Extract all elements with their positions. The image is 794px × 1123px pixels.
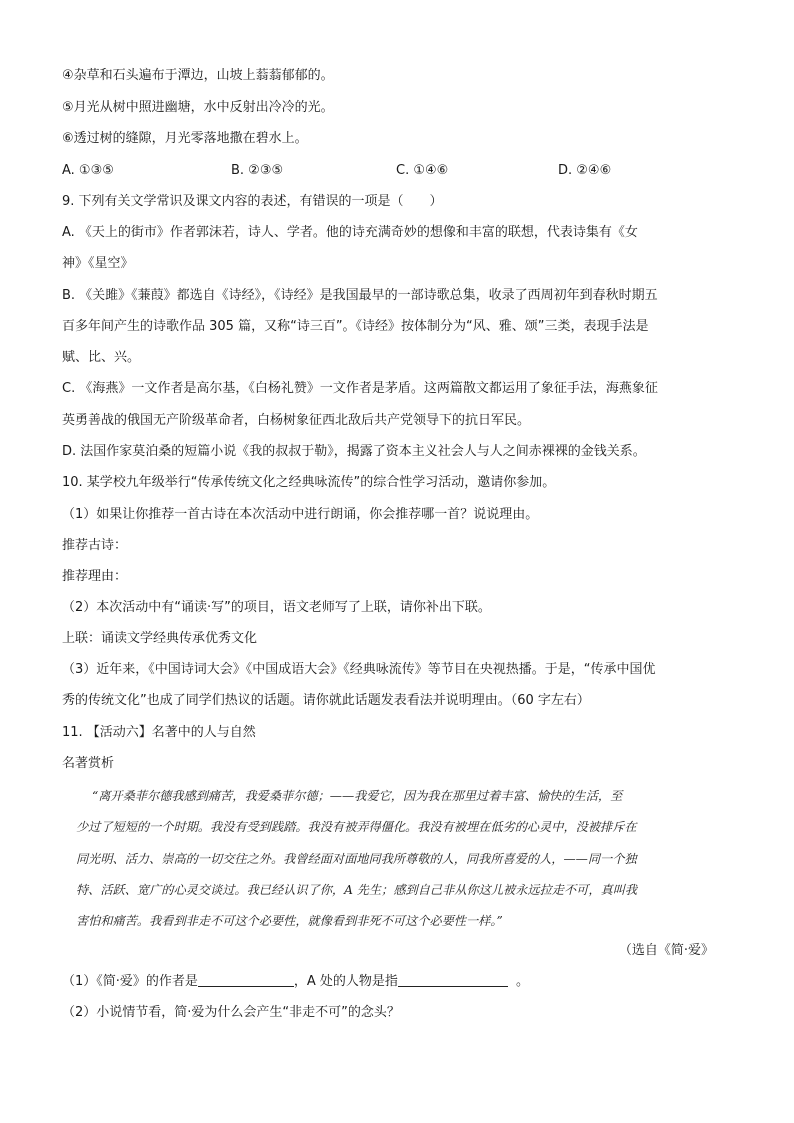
q11-sub1 <box>62 972 529 992</box>
q10-part3-line1: （3）近年来，《中国诗词大会》《中国成语大会》《经典咏流传》等节目在央视热播。于是，“传承中国优 <box>62 662 656 677</box>
q8-option-a: A. ①③⑤ <box>62 163 114 178</box>
q11-sub2: （2）小说情节看，简·爱为什么会产生“非走不可”的念头？ <box>62 1005 400 1020</box>
q11-sub1-prefix: （1）《简·爱》的作者是 <box>62 974 198 989</box>
q8-option-d: D. ②④⑥ <box>558 163 612 178</box>
q10-part2: （2）本次活动中有“诵读·写”的项目，语文老师写了上联，请你补出下联。 <box>62 600 491 615</box>
q9-option-d: D. 法国作家莫泊桑的短篇小说《我的叔叔于勒》，揭露了资本主义社会人与人之间赤裸裸的金钱关系。 <box>62 444 646 459</box>
q9-option-c-line1: C. 《海燕》一文作者是高尔基，《白杨礼赞》一文作者是茅盾。这两篇散文都运用了象征手法，海燕象征 <box>62 381 658 396</box>
q9-option-a-line2: 神》《星空》 <box>62 256 134 271</box>
q11-stem: 11. 【活动六】名著中的人与自然 <box>62 725 256 740</box>
excerpt-line: 少过了短短的一个时期。我没有受到践踏。我没有被弄得僵化。我没有被埋在低劣的心灵中，没被排斥在 <box>76 820 637 834</box>
q11-heading: 名著赏析 <box>62 756 115 771</box>
q9-option-c-line2: 英勇善战的俄国无产阶级革命者，白杨树象征西北敌后共产党领导下的抗日军民。 <box>62 413 531 428</box>
excerpt-line: “离开桑菲尔德我感到痛苦，我爱桑菲尔德；——我爱它，因为我在那里过着丰富、愉快的生活，至 <box>92 789 623 803</box>
item-5: ⑤月光从树中照进幽塘，水中反射出冷冷的光。 <box>62 100 334 115</box>
q8-option-c: C. ①④⑥ <box>396 163 449 178</box>
excerpt-line: 害怕和痛苦。我看到非走不可这个必要性，就像看到非死不可这个必要性一样。” <box>76 914 503 928</box>
q9-option-b-line2: 百多年间产生的诗歌作品 305 篇，又称“诗三百”。《诗经》按体制分为“风、雅、颂”三类，表现手法是 <box>62 319 649 334</box>
excerpt-line: 特、活跃、宽广的心灵交谈过。我已经认识了你，A 先生；感到自己非从你这儿被永远拉走不可，真叫我 <box>76 883 638 897</box>
excerpt-source: （选自《简·爱》 <box>618 943 714 958</box>
excerpt-line: 同光明、活力、崇高的一切交往之外。我曾经面对面地同我所尊敬的人，同我所喜爱的人，——同一个独 <box>76 852 637 866</box>
item-4: ④杂草和石头遍布于潭边，山坡上蓊蓊郁郁的。 <box>62 68 334 83</box>
q10-recommend-poem: 推荐古诗： <box>62 538 128 553</box>
q10-part3-line2: 秀的传统文化”也成了同学们热议的话题。请你就此话题发表看法并说明理由。（60 字左右） <box>62 693 590 708</box>
q9-stem: 9. 下列有关文学常识及课文内容的表述，有错误的一项是（ ） <box>62 194 443 209</box>
q9-option-a-line1: A. 《天上的街市》作者郭沫若，诗人、学者。他的诗充满奇妙的想像和丰富的联想，代表诗集有《女 <box>62 225 638 240</box>
q10-stem: 10. 某学校九年级举行“传承传统文化之经典咏流传”的综合性学习活动，邀请你参加。 <box>62 475 556 490</box>
item-6: ⑥透过树的缝隙，月光零落地撒在碧水上。 <box>62 131 308 146</box>
q11-sub1-middle: ，A 处的人物是指 <box>293 974 398 989</box>
q9-option-b-line3: 赋、比、兴。 <box>62 350 141 365</box>
q11-sub1-end: 。 <box>515 974 529 989</box>
q10-recommend-reason: 推荐理由： <box>62 569 128 584</box>
q8-option-b: B. ②③⑤ <box>231 163 284 178</box>
answer-blank-author[interactable] <box>198 972 294 987</box>
q9-option-b-line1: B. 《关雎》《蒹葭》都选自《诗经》，《诗经》是我国最早的一部诗歌总集，收录了西周初年到春秋时期五 <box>62 288 658 303</box>
q10-couplet-upper: 上联：诵读文学经典传承优秀文化 <box>62 631 258 646</box>
q10-part1: （1）如果让你推荐一首古诗在本次活动中进行朗诵，你会推荐哪一首？说说理由。 <box>62 507 539 522</box>
answer-blank-person[interactable] <box>398 972 508 987</box>
